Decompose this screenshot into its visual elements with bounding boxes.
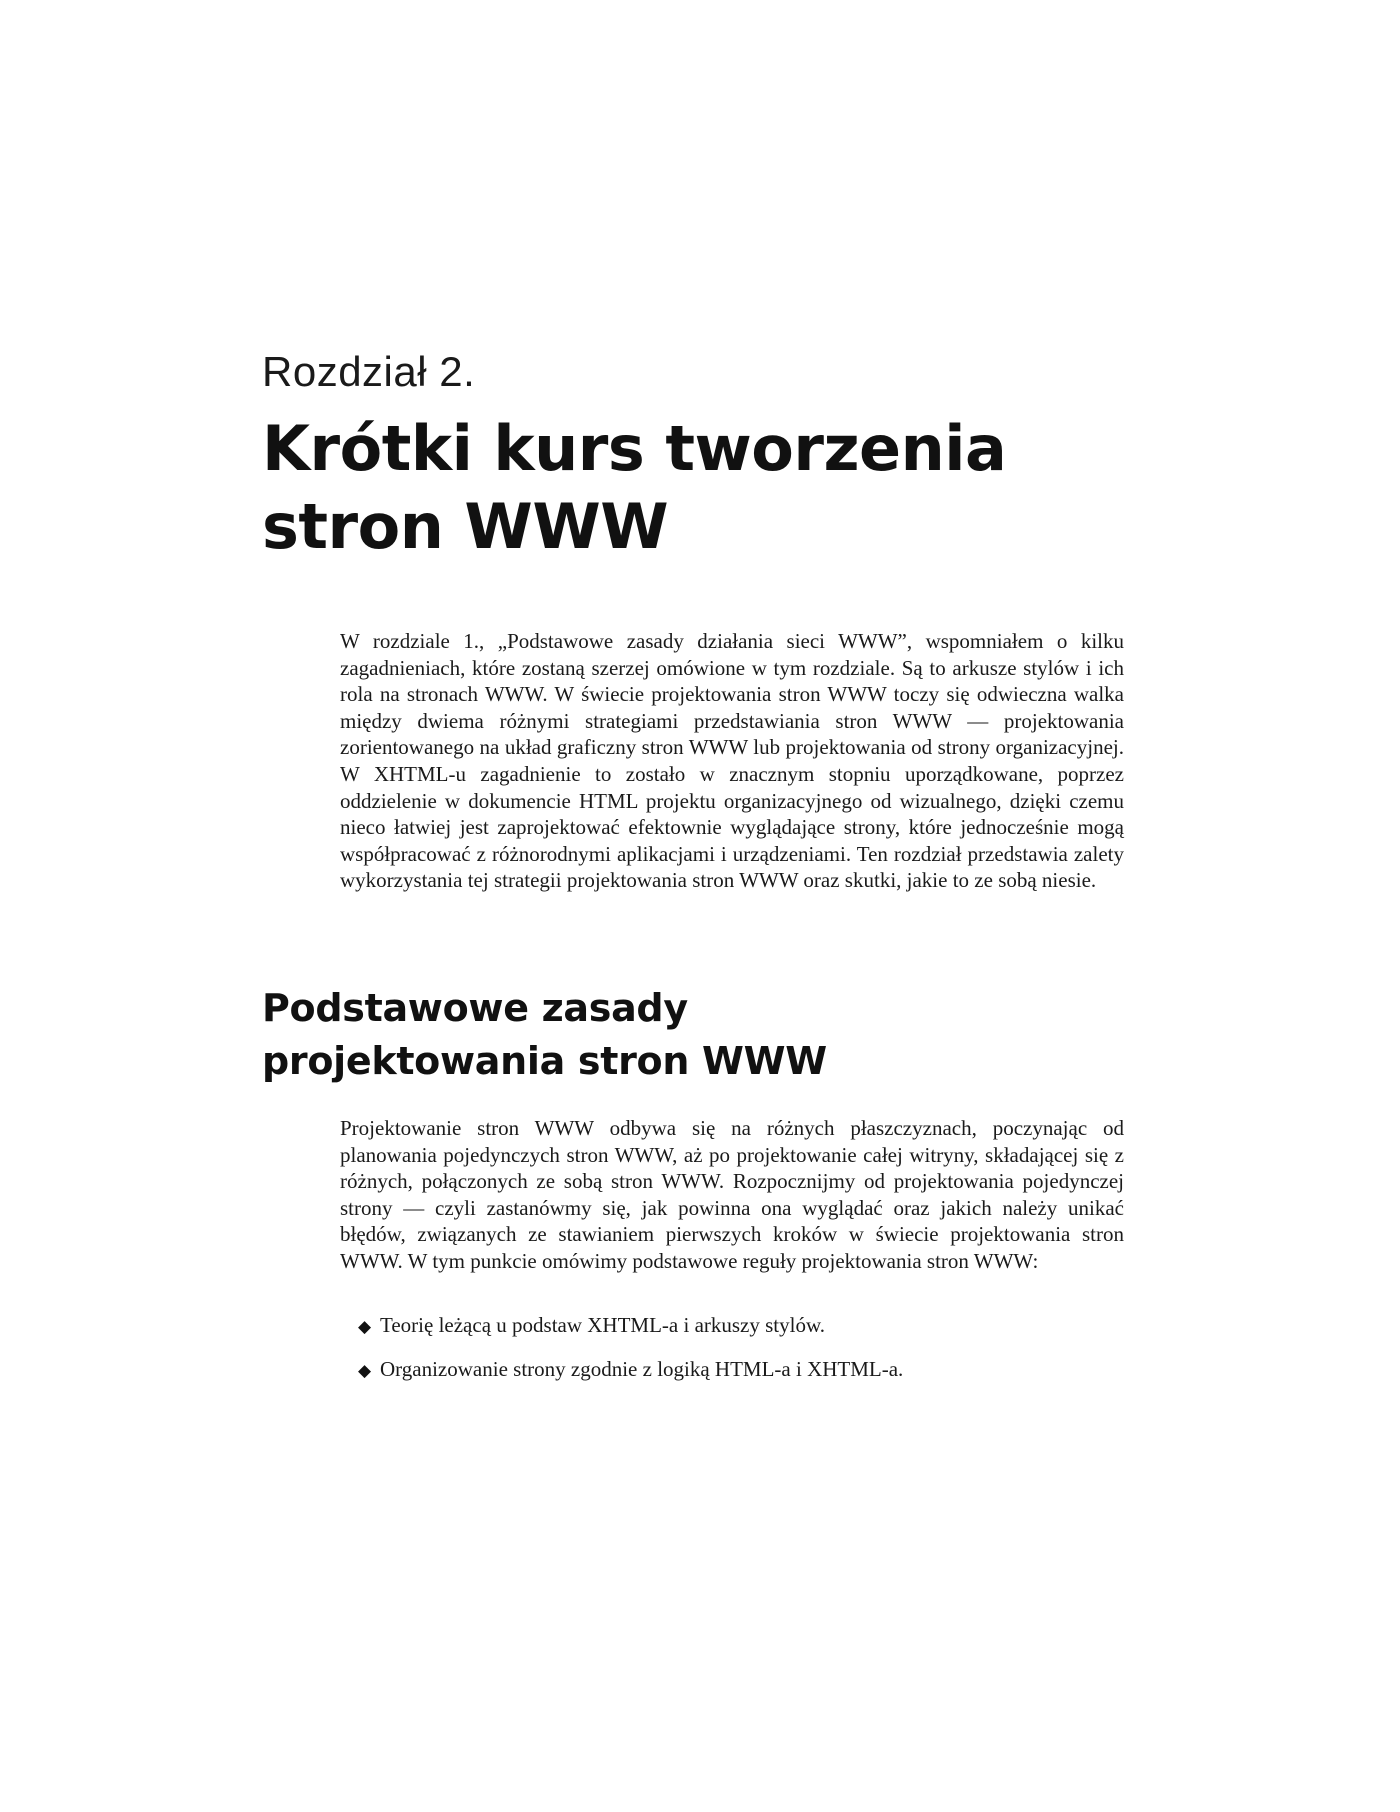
section-title xyxy=(262,982,1162,1088)
diamond-bullet-icon: ◆ xyxy=(358,1317,372,1336)
section-title-line-1: Podstawowe zasady xyxy=(262,986,688,1030)
section-body-paragraph: Projektowanie stron WWW odbywa się na różnych płaszczyznach, poczynając od planowania pojedynczych stron WWW, aż po projektowanie całej witryny, składającej się z różnych, połączonych ze sobą stron WWW. Rozpocznijmy od projektowania pojedynczej strony — czyli zastanówmy się, jak powinna ona wyglądać oraz jakich należy unikać błędów, związanych ze stawianiem pierwszych kroków w świecie projektowania stron WWW. W tym punkcie omówimy podstawowe reguły projektowania stron WWW: xyxy=(340,1116,1124,1273)
chapter-label: Rozdział 2. xyxy=(262,348,476,395)
list-item-text: Organizowanie strony zgodnie z logiką HTML-a i XHTML-a. xyxy=(380,1357,904,1381)
chapter-title xyxy=(262,410,1162,566)
chapter-title-line-2: stron WWW xyxy=(262,490,669,563)
intro-paragraph: W rozdziale 1., „Podstawowe zasady działania sieci WWW”, wspomniałem o kilku zagadnieniach, które zostaną szerzej omówione w tym rozdziale. Są to arkusze stylów i ich rola na stronach WWW. W świecie projektowania stron WWW toczy się odwieczna walka między dwiema różnymi strategiami przedstawiania stron WWW — projektowania zorientowanego na układ graficzny stron WWW lub projektowania od strony organizacyjnej. W XHTML-u zagadnienie to zostało w znacznym stopniu uporządkowane, poprzez oddzielenie w dokumencie HTML projektu organizacyjnego od wizualnego, dzięki czemu nieco łatwiej jest zaprojektować efektownie wyglądające strony, które jednocześnie mogą współpracować z różnorodnymi aplikacjami i urządzeniami. Ten rozdział przedstawia zalety wykorzystania tej strategii projektowania stron WWW oraz skutki, jakie to ze sobą niesie. xyxy=(340,629,1124,893)
list-item xyxy=(358,1356,1118,1384)
list-item-text: Teorię leżącą u podstaw XHTML-a i arkuszy stylów. xyxy=(380,1313,826,1337)
section-title-line-2: projektowania stron WWW xyxy=(262,1039,827,1083)
diamond-bullet-icon: ◆ xyxy=(358,1361,372,1380)
chapter-title-line-1: Krótki kurs tworzenia xyxy=(262,412,1007,485)
bullet-list xyxy=(358,1312,1118,1400)
list-item xyxy=(358,1312,1118,1340)
